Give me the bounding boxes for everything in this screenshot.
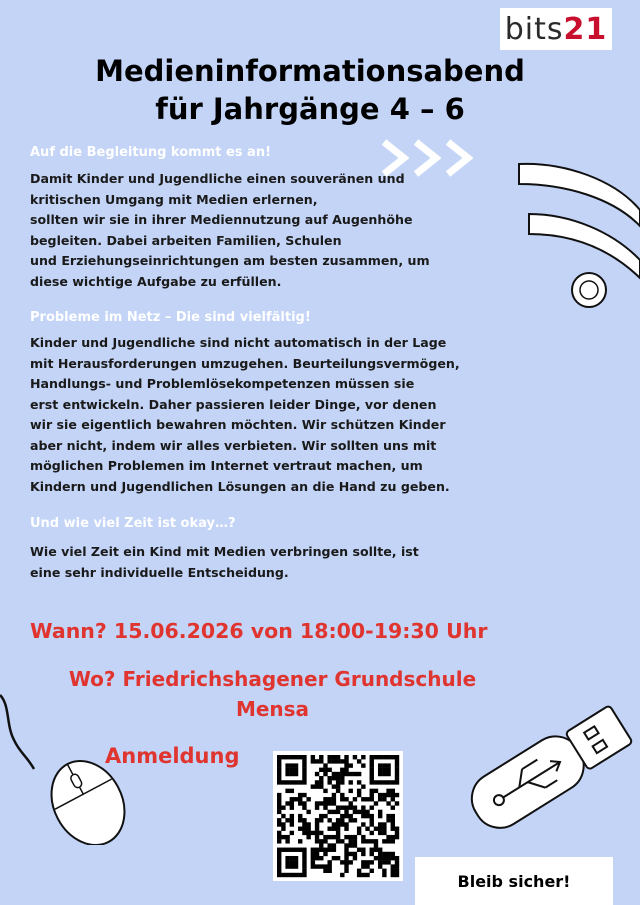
event-date-time: Wann? 15.06.2026 von 18:00-19:30 Uhr: [30, 619, 488, 643]
slogan-text: Bleib sicher!: [457, 871, 571, 891]
location-line-1: Wo? Friedrichshagener Grundschule: [68, 667, 477, 691]
qr-code-icon[interactable]: [273, 751, 403, 881]
bits21-logo: [500, 8, 612, 50]
title-line-1: Medieninformationsabend: [95, 54, 525, 88]
section-heading-begleitung: Auf die Begleitung kommt es an!: [30, 145, 272, 160]
location-line-2: Mensa: [235, 697, 310, 721]
page-title: [30, 52, 590, 128]
section-heading-probleme: Probleme im Netz – Die sind vielfältig!: [30, 310, 311, 325]
computer-mouse-icon: [0, 685, 140, 845]
section-heading-zeit: Und wie viel Zeit ist okay…?: [30, 516, 236, 531]
section-body-zeit: Wie viel Zeit ein Kind mit Medien verbringen sollte, ist eine sehr individuelle Entscheidung.: [30, 544, 419, 580]
logo-prefix: bits: [504, 11, 564, 47]
section-body-begleitung: Damit Kinder und Jugendliche einen souveränen und kritischen Umgang mit Medien erlernen, sollten wir sie in ihrer Mediennutzung auf Augenhöhe begleiten. Dabei arbeiten Familien, Schulen und Erziehungseinrichtungen am besten zusammen, um diese wichtige Aufgabe zu erfüllen.: [30, 171, 430, 289]
qr-code-pattern: [273, 751, 403, 881]
slogan-box: [415, 857, 613, 905]
wifi-icon: [505, 140, 640, 315]
registration-label: Anmeldung: [105, 744, 240, 768]
title-line-2: für Jahrgänge 4 – 6: [155, 92, 465, 126]
usb-stick-icon: [452, 700, 640, 832]
logo-suffix: 21: [563, 11, 608, 47]
section-body-probleme: Kinder und Jugendliche sind nicht automatisch in der Lage mit Herausforderungen umzugehen. Beurteilungsvermögen, Handlungs- und Problemlösekompetenzen müssen sie erst entwickeln. Daher passieren leider Dinge, vor denen wir sie eigentlich bewahren möchten. Wir schützen Kinder aber nicht, indem wir alles verbieten. Wir sollten uns mit möglichen Problemen im Internet vertraut machen, um Kindern und Jugendlichen Lösungen an die Hand zu geben.: [30, 335, 460, 494]
